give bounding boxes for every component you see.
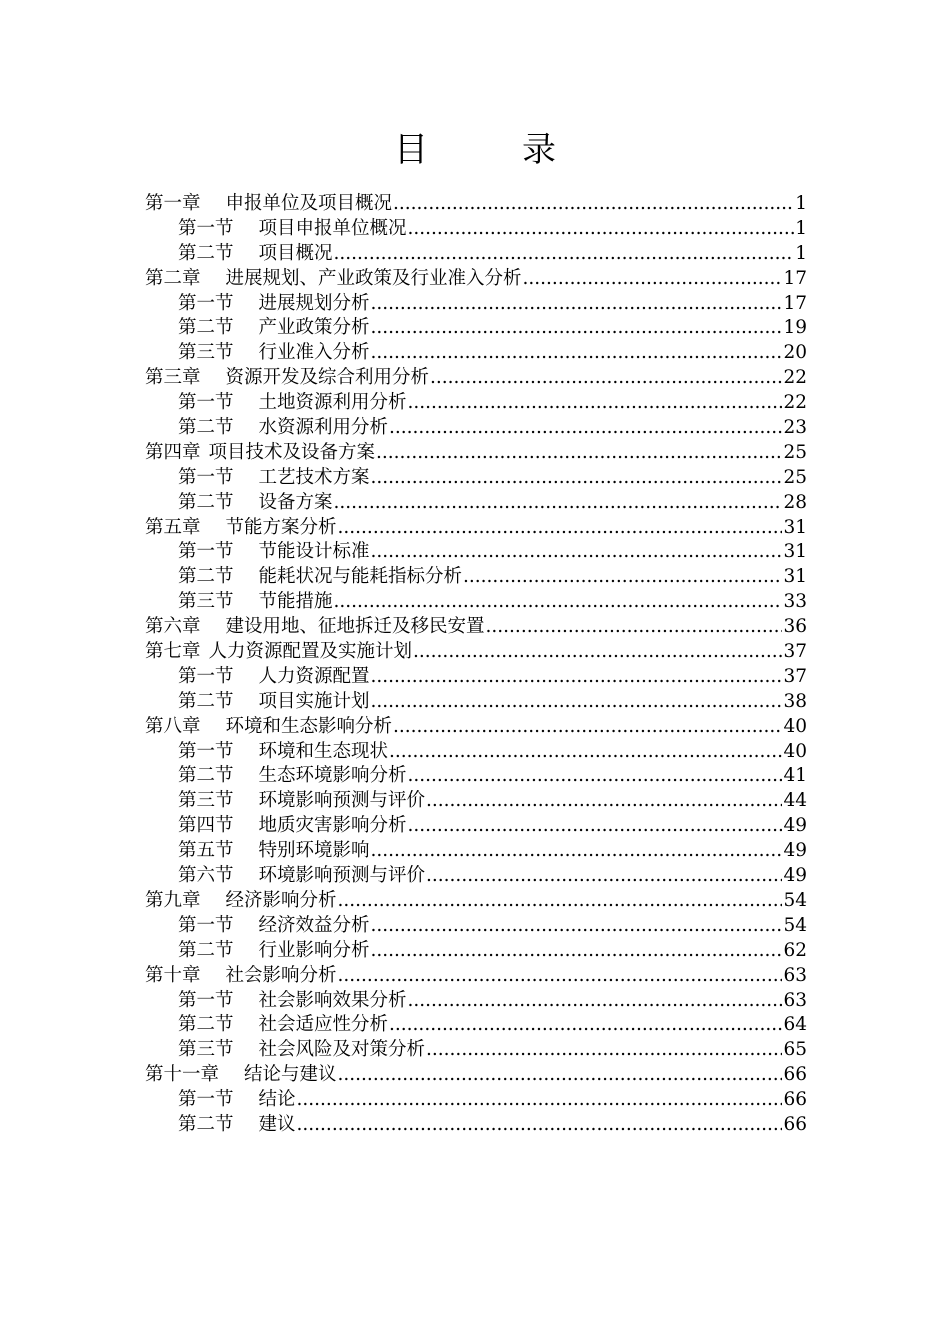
toc-page-number: 63 — [783, 964, 807, 986]
toc-dot-leader — [389, 740, 782, 765]
toc-entry-title: 社会适应性分析 — [258, 1014, 389, 1036]
toc-page-number: 33 — [783, 591, 807, 613]
toc-page-number: 36 — [783, 616, 807, 638]
toc-dot-leader — [371, 690, 783, 715]
toc-entry-title: 行业影响分析 — [258, 939, 370, 961]
toc-entry-title: 申报单位及项目概况 — [225, 193, 393, 214]
toc-page-number: 38 — [783, 690, 807, 712]
toc-entry-title: 产业政策分析 — [258, 317, 370, 339]
toc-section-entry[interactable] — [145, 914, 807, 939]
toc-entry-number: 第一节 — [178, 541, 234, 563]
toc-dot-leader — [371, 540, 783, 565]
toc-chapter-entry[interactable] — [145, 267, 807, 292]
toc-entry-number: 第一节 — [178, 217, 234, 239]
toc-entry-number: 第一节 — [178, 989, 234, 1011]
toc-section-entry[interactable] — [145, 416, 807, 441]
toc-entry-title: 能耗状况与能耗指标分析 — [258, 566, 463, 588]
toc-page-number: 20 — [783, 342, 807, 364]
toc-entry-title: 项目实施计划 — [258, 690, 370, 712]
toc-page-number: 28 — [783, 491, 807, 513]
toc-entry-title: 经济影响分析 — [225, 889, 337, 911]
toc-entry-number: 第二节 — [178, 1014, 234, 1036]
toc-entry-number: 第二节 — [178, 566, 234, 588]
toc-section-entry[interactable] — [145, 217, 807, 242]
toc-dot-leader — [371, 316, 783, 341]
toc-entry-title: 结论 — [258, 1089, 296, 1111]
toc-dot-leader — [297, 1088, 783, 1113]
toc-page-number: 1 — [795, 242, 807, 264]
toc-entry-number: 第三节 — [178, 790, 234, 812]
toc-page-number: 40 — [783, 715, 807, 737]
toc-dot-leader — [426, 789, 782, 814]
toc-dot-leader — [371, 341, 783, 366]
toc-entry-title: 建议 — [258, 1113, 296, 1135]
toc-dot-leader — [393, 192, 794, 217]
toc-dot-leader — [463, 565, 782, 590]
toc-page-number: 31 — [783, 566, 807, 588]
toc-entry-title: 水资源利用分析 — [258, 417, 389, 439]
toc-page-number: 62 — [783, 939, 807, 961]
toc-entry-title: 建设用地、征地拆迁及移民安置 — [225, 616, 485, 638]
toc-section-entry[interactable] — [145, 690, 807, 715]
toc-entry-title: 环境影响预测与评价 — [258, 865, 426, 887]
toc-page-number: 66 — [783, 1113, 807, 1135]
toc-entry-number: 第二节 — [178, 1113, 234, 1135]
toc-entry-title: 结论与建议 — [244, 1064, 337, 1086]
toc-page-number: 66 — [783, 1089, 807, 1111]
toc-section-entry[interactable] — [145, 1013, 807, 1038]
toc-entry-number: 第七章 — [145, 641, 201, 663]
toc-dot-leader — [376, 441, 782, 466]
toc-chapter-entry[interactable] — [145, 615, 807, 640]
toc-page-number: 49 — [783, 815, 807, 837]
toc-section-entry[interactable] — [145, 740, 807, 765]
toc-page-number: 64 — [783, 1014, 807, 1036]
toc-section-entry[interactable] — [145, 814, 807, 839]
toc-dot-leader — [334, 491, 783, 516]
toc-entry-title: 社会风险及对策分析 — [258, 1039, 426, 1061]
toc-page-number: 63 — [783, 989, 807, 1011]
toc-page-number: 40 — [783, 740, 807, 762]
toc-chapter-entry[interactable] — [145, 964, 807, 989]
toc-page-number: 22 — [783, 367, 807, 389]
toc-dot-leader — [371, 665, 783, 690]
toc-dot-leader — [413, 640, 782, 665]
toc-entry-number: 第三节 — [178, 591, 234, 613]
toc-section-entry[interactable] — [145, 864, 807, 889]
toc-section-entry[interactable] — [145, 839, 807, 864]
toc-entry-title: 人力资源配置 — [258, 665, 370, 687]
toc-entry-number: 第一节 — [178, 914, 234, 936]
toc-page-number: 37 — [783, 641, 807, 663]
toc-page-number: 66 — [783, 1064, 807, 1086]
toc-page-number: 65 — [783, 1039, 807, 1061]
toc-dot-leader — [486, 615, 783, 640]
toc-section-entry[interactable] — [145, 665, 807, 690]
toc-entry-number: 第一节 — [178, 392, 234, 414]
toc-entry-title: 人力资源配置及实施计划 — [208, 641, 413, 663]
toc-entry-number: 第三节 — [178, 1039, 234, 1061]
toc-page-number: 22 — [783, 392, 807, 414]
toc-entry-title: 土地资源利用分析 — [258, 392, 407, 414]
toc-section-entry[interactable] — [145, 242, 807, 267]
toc-entry-number: 第二节 — [178, 765, 234, 787]
toc-dot-leader — [334, 242, 795, 267]
toc-entry-number: 第二章 — [145, 267, 201, 289]
toc-section-entry[interactable] — [145, 939, 807, 964]
toc-page-number: 54 — [783, 914, 807, 936]
toc-entry-number: 第六章 — [145, 616, 201, 638]
toc-entry-title: 环境和生态影响分析 — [225, 715, 393, 737]
toc-entry-number: 第九章 — [145, 889, 201, 911]
toc-entry-title: 地质灾害影响分析 — [258, 815, 407, 837]
table-of-contents — [145, 192, 807, 1138]
toc-entry-title: 行业准入分析 — [258, 342, 370, 364]
toc-dot-leader — [338, 964, 783, 989]
toc-entry-title: 环境和生态现状 — [258, 740, 389, 762]
toc-entry-number: 第十章 — [145, 964, 201, 986]
toc-entry-number: 第五章 — [145, 516, 201, 538]
toc-entry-title: 社会影响效果分析 — [258, 989, 407, 1011]
toc-dot-leader — [430, 366, 782, 391]
toc-dot-leader — [371, 914, 783, 939]
toc-entry-number: 第二节 — [178, 690, 234, 712]
toc-entry-number: 第二节 — [178, 417, 234, 439]
toc-entry-number: 第三节 — [178, 342, 234, 364]
toc-chapter-entry[interactable] — [145, 715, 807, 740]
toc-entry-title: 节能设计标准 — [258, 541, 370, 563]
toc-chapter-entry[interactable] — [145, 366, 807, 391]
toc-entry-number: 第一节 — [178, 665, 234, 687]
toc-dot-leader — [371, 839, 783, 864]
toc-dot-leader — [393, 715, 782, 740]
toc-section-entry[interactable] — [145, 764, 807, 789]
toc-entry-number: 第八章 — [145, 715, 201, 737]
toc-page-number: 44 — [783, 790, 807, 812]
toc-page-number: 1 — [795, 217, 807, 239]
toc-section-entry[interactable] — [145, 316, 807, 341]
toc-section-entry[interactable] — [145, 989, 807, 1014]
toc-section-entry[interactable] — [145, 1038, 807, 1063]
toc-dot-leader — [334, 590, 783, 615]
toc-page-number: 31 — [783, 541, 807, 563]
toc-dot-leader — [523, 267, 783, 292]
toc-entry-title: 节能方案分析 — [225, 516, 337, 538]
toc-entry-title: 经济效益分析 — [258, 914, 370, 936]
toc-chapter-entry[interactable] — [145, 1063, 807, 1088]
toc-chapter-entry[interactable] — [145, 889, 807, 914]
toc-dot-leader — [338, 889, 783, 914]
page-title: 目 录 — [394, 130, 586, 170]
toc-dot-leader — [408, 989, 783, 1014]
toc-entry-title: 生态环境影响分析 — [258, 765, 407, 787]
toc-section-entry[interactable] — [145, 391, 807, 416]
toc-entry-title: 进展规划分析 — [258, 292, 370, 314]
toc-page-number: 17 — [783, 292, 807, 314]
toc-page-number: 37 — [783, 665, 807, 687]
toc-entry-number: 第五节 — [178, 840, 234, 862]
toc-section-entry[interactable] — [145, 491, 807, 516]
toc-chapter-entry[interactable] — [145, 441, 807, 466]
toc-section-entry[interactable] — [145, 1113, 807, 1138]
toc-entry-number: 第二节 — [178, 242, 234, 264]
toc-section-entry[interactable] — [145, 1088, 807, 1113]
toc-chapter-entry[interactable] — [145, 640, 807, 665]
toc-entry-number: 第一节 — [178, 1089, 234, 1111]
toc-entry-title: 社会影响分析 — [225, 964, 337, 986]
toc-entry-title: 项目申报单位概况 — [258, 217, 407, 239]
toc-entry-number: 第四章 — [145, 441, 201, 463]
toc-page-number: 23 — [783, 417, 807, 439]
toc-entry-number: 第六节 — [178, 865, 234, 887]
toc-entry-title: 项目概况 — [258, 242, 333, 264]
toc-page-number: 17 — [783, 267, 807, 289]
toc-dot-leader — [371, 939, 783, 964]
toc-dot-leader — [371, 292, 783, 317]
toc-dot-leader — [389, 416, 782, 441]
toc-section-entry[interactable] — [145, 292, 807, 317]
toc-section-entry[interactable] — [145, 540, 807, 565]
toc-section-entry[interactable] — [145, 565, 807, 590]
toc-entry-number: 第一章 — [145, 193, 201, 214]
toc-entry-title: 进展规划、产业政策及行业准入分析 — [225, 267, 522, 289]
toc-entry-number: 第二节 — [178, 491, 234, 513]
toc-entry-title: 项目技术及设备方案 — [208, 441, 376, 463]
toc-dot-leader — [389, 1013, 782, 1038]
toc-dot-leader — [338, 1063, 783, 1088]
toc-dot-leader — [426, 1038, 782, 1063]
toc-chapter-entry[interactable] — [145, 516, 807, 541]
toc-dot-leader — [338, 516, 783, 541]
toc-entry-title: 特别环境影响 — [258, 840, 370, 862]
toc-entry-number: 第三章 — [145, 367, 201, 389]
toc-page-number: 25 — [783, 441, 807, 463]
toc-entry-title: 设备方案 — [258, 491, 333, 513]
toc-page-number: 31 — [783, 516, 807, 538]
toc-page-number: 49 — [783, 840, 807, 862]
toc-dot-leader — [408, 814, 783, 839]
toc-page-number: 1 — [795, 193, 807, 214]
toc-page-number: 54 — [783, 889, 807, 911]
toc-section-entry[interactable] — [145, 590, 807, 615]
toc-entry-number: 第一节 — [178, 740, 234, 762]
toc-entry-number: 第一节 — [178, 292, 234, 314]
toc-section-entry[interactable] — [145, 789, 807, 814]
toc-entry-number: 第四节 — [178, 815, 234, 837]
toc-entry-title: 节能措施 — [258, 591, 333, 613]
toc-dot-leader — [297, 1113, 783, 1138]
toc-entry-number: 第二节 — [178, 317, 234, 339]
toc-page-number: 19 — [783, 317, 807, 339]
toc-section-entry[interactable] — [145, 466, 807, 491]
toc-dot-leader — [408, 391, 783, 416]
toc-entry-title: 环境影响预测与评价 — [258, 790, 426, 812]
toc-page-number: 41 — [783, 765, 807, 787]
toc-section-entry[interactable] — [145, 341, 807, 366]
toc-dot-leader — [408, 217, 795, 242]
toc-dot-leader — [371, 466, 783, 491]
toc-chapter-entry[interactable] — [145, 192, 807, 217]
toc-dot-leader — [408, 764, 783, 789]
toc-dot-leader — [426, 864, 782, 889]
toc-page-number: 49 — [783, 865, 807, 887]
toc-page-number: 25 — [783, 466, 807, 488]
toc-entry-number: 第二节 — [178, 939, 234, 961]
toc-entry-title: 工艺技术方案 — [258, 466, 370, 488]
toc-entry-number: 第十一章 — [145, 1064, 220, 1086]
toc-entry-title: 资源开发及综合利用分析 — [225, 367, 430, 389]
toc-entry-number: 第一节 — [178, 466, 234, 488]
